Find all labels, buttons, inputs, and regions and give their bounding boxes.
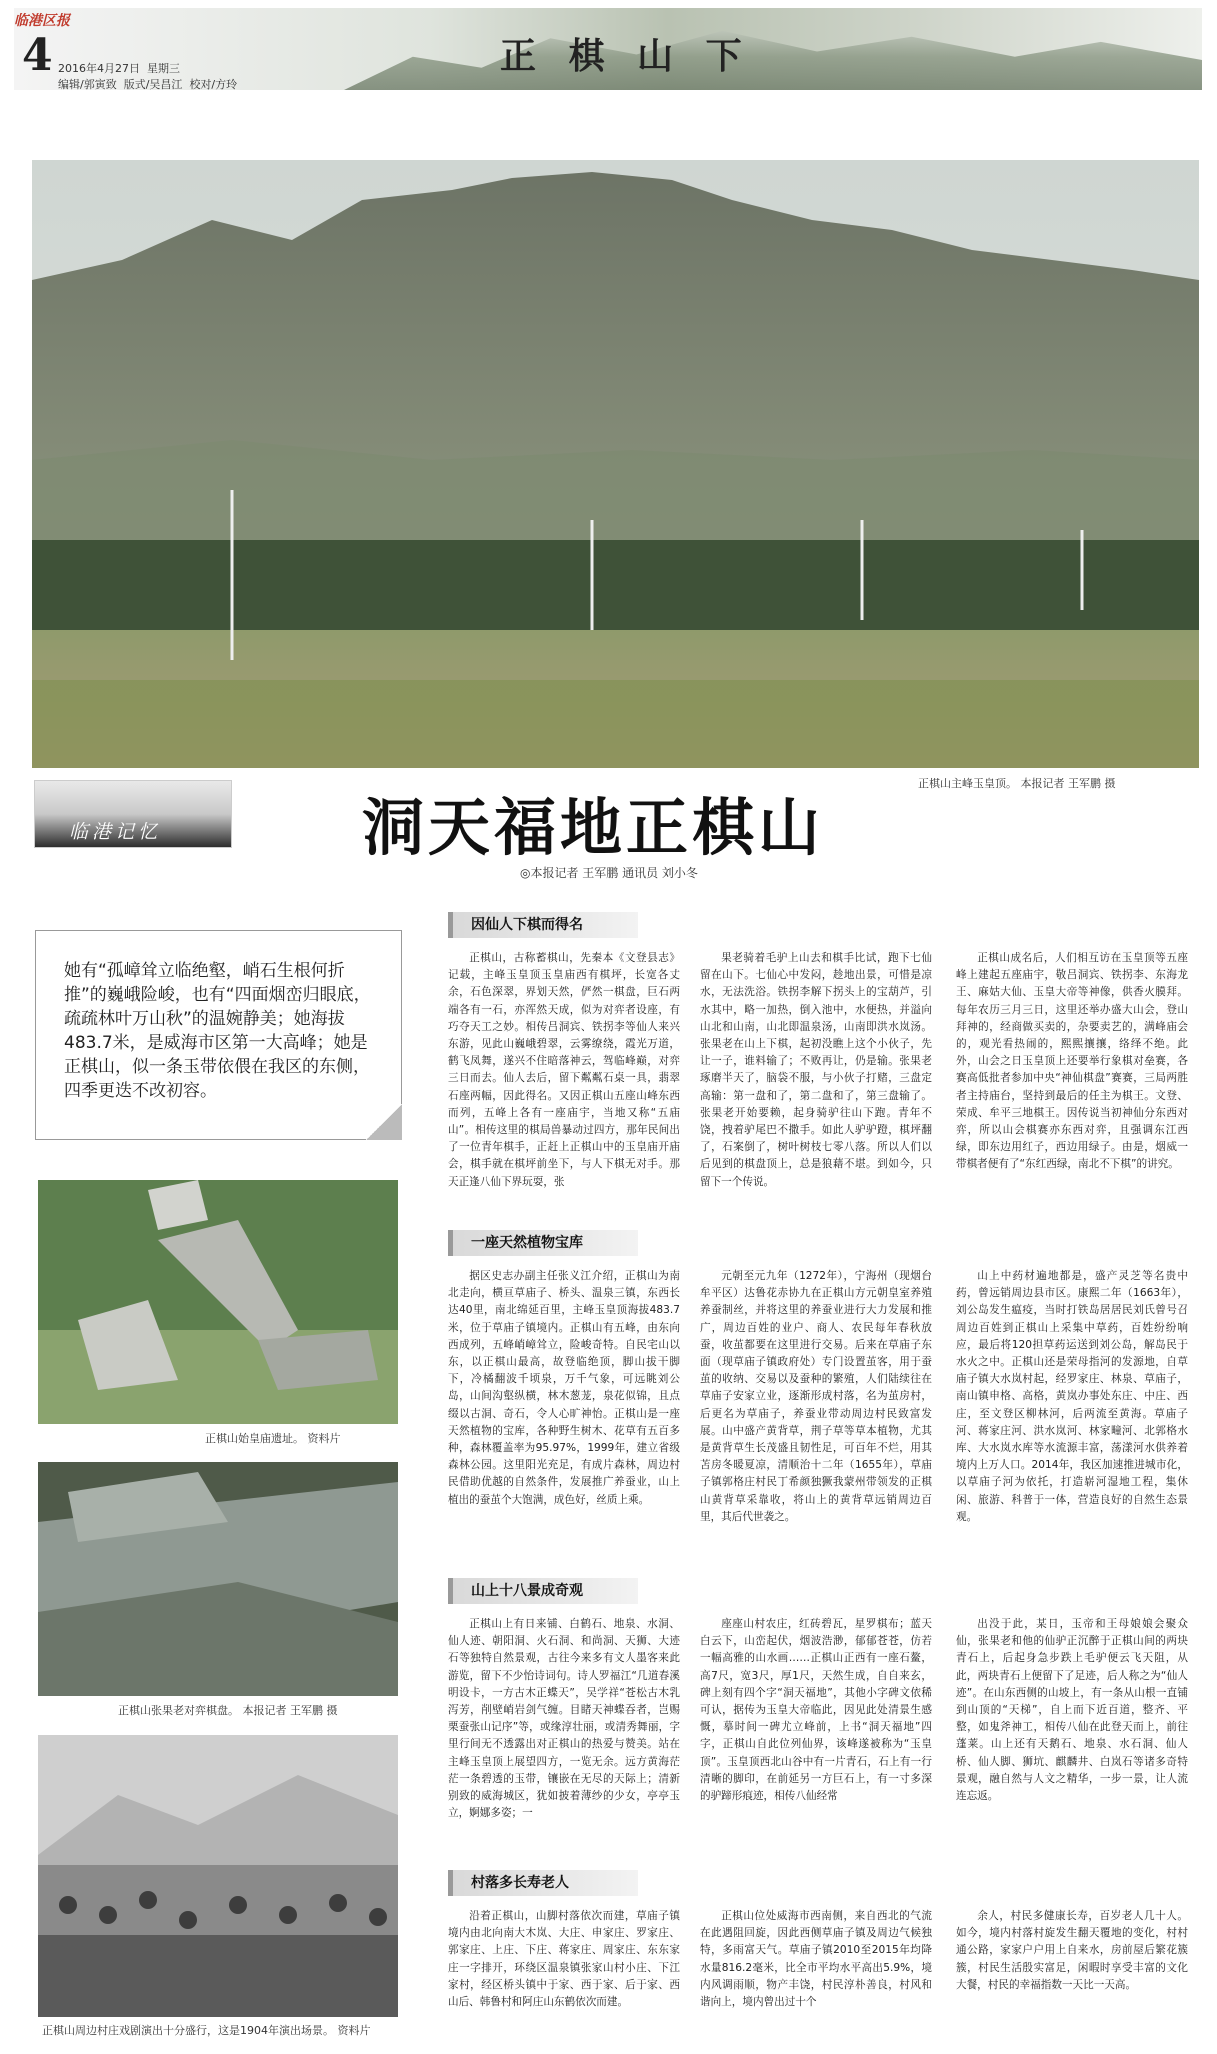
column-badge: [34, 780, 232, 848]
section-scenery-column-1: [448, 1616, 680, 1856]
pull-quote-text: 她有“孤嶂耸立临绝壑，峭石生根何折推”的巍峨险峻，也有“四面烟峦归眼底，疏疏林叶万山秋”的温婉静美；她海拔483.7米，是威海市区第一大高峰；她是正棋山，似一条玉带依偎在我区的东侧，四季更迭不改初容。: [64, 961, 371, 1101]
section-longevity-column-1: [448, 1908, 680, 2048]
article-title: 洞天福地正棋山: [362, 791, 825, 864]
section-heading-origin: 因仙人下棋而得名: [448, 912, 638, 938]
section-scenery-text-3: 出没于此，某日，玉帝和王母娘娘会聚众仙，张果老和他的仙驴正沉醉于正棋山间的两块青石上，后起身急步跌上毛驴便云飞天阻，从此，两块青石上便留下了足迹，后人称之为“仙人迹”。在山东西侧的山坡上，有一条从山根一直铺到山顶的“天梯”，自上而下近百道，整齐、平整，如鬼斧神工，相传八仙在此登天而上，前往蓬莱。山上还有天鹅石、地泉、水石洞、仙人桥、仙人脚、狮坑、麒麟井、白岚石等诸多奇特景观，融自然与人文之精华，一步一景，让人流连忘返。: [956, 1618, 1188, 1803]
section-scenery-column-2: [700, 1616, 932, 1856]
section-scenery-column-3: [956, 1616, 1188, 1856]
hero-photo-mountain: [32, 160, 1199, 768]
photo-temple-ruins: [38, 1180, 398, 1424]
section-origin-column-3: [956, 950, 1188, 1200]
section-longevity-column-3: [956, 1908, 1188, 2048]
photo-chess-board-rock: [38, 1462, 398, 1696]
article-byline: ◎本报记者 王军鹏 通讯员 刘小冬: [520, 866, 698, 880]
section-origin-text-2: 果老骑着毛驴上山去和棋手比试，跑下七仙留在山下。七仙心中发闷，趁地出景，可惜是凉水，无法洗浴。铁拐李解下拐头上的宝葫芦，引水其中，略一加热，倒入池中，水便热，并溢向山北和山南，山北即温泉汤，山南即洪水岚汤。张果老在山上下棋，起初没瞧上这个小伙子，先让一子，谁料输了；不败再让，仍是输。张果老琢磨半天了，脑袋不服，与小伙子打赌，三盘定高输：第一盘和了，第二盘和了，第三盘输了。张果老开始要赖，起身骑驴往山下跑。青年不饶，拽着驴尾巴不撒手。如此人驴驴蹬，棋坪翻了，石案倒了，树叶树枝七零八落。所以人们以后见到的棋盘顶上，总是狼藉不堪。到如今，只留下一个传说。: [700, 952, 932, 1188]
newspaper-brand: 临港区报: [14, 13, 70, 29]
section-heading-scenery: 山上十八景成奇观: [448, 1578, 638, 1604]
section-heading-plants: 一座天然植物宝库: [448, 1230, 638, 1256]
issue-date: 2016年4月27日: [58, 62, 140, 75]
section-scenery-text-2: 座座山村农庄，红砖碧瓦，星罗棋布；蓝天白云下，山峦起伏，烟波浩渺，郁郁苍苍，仿若一幅高雅的山水画……正棋山正西有一座石鳌，高7尺，宽3尺，厚1尺，天然生成，自自来玄，碑上刻有四个字“洞天福地”，其他小字碑文依稀可认，据传为玉皇大帝临此，因见此处清景生感慨，摹时间一碑尤立峰前，上书“洞天福地”四字，正棋山自此位列仙界，该峰遂被称为“玉皇顶”。玉皇顶西北山谷中有一片青石，石上有一行清晰的脚印，在前延另一方巨石上，有一寸多深的驴蹄形痕迹，相传八仙经常: [700, 1618, 932, 1803]
page-number: 4: [22, 30, 53, 81]
section-plants-column-2: [700, 1268, 932, 1568]
pull-quote: [35, 930, 402, 1140]
section-origin-text-3: 正棋山成名后，人们相互访在玉皇顶等五座峰上建起五座庙宇，敬吕洞宾、铁拐李、东海龙王、麻姑大仙、玉皇大帝等神像，供香火膜拜。每年农历三月三日，这里还举办盛大山会，登山拜神的，经商做买卖的，杂要卖艺的，满峰庙会的，观光看热闹的，熙熙攘攘，络绎不绝。此外，山会之日玉皇顶上还要举行象棋对垒赛，各赛高低批者参加中央“神仙棋盘”赛赛，三局两胜者主持庙台，坚持到最后的任主为棋王。文登、荣成、牟平三地棋王。因传说当初神仙分东西对弈，所以山会棋赛亦东西对弈，且强调东江西绿，即东边用红子，西边用绿子。由是，烟威一带棋者便有了“东红西绿，南北不下棋”的讲究。: [956, 952, 1188, 1171]
proofreader-credit: 校对/方玲: [189, 78, 238, 91]
section-plants-text-2: 元朝至元九年（1272年），宁海州（现烟台牟平区）达鲁花赤协九在正棋山方元朝皇室养殖养蚕制丝，并将这里的养蚕业进行大力发展和推广，周边百姓的业户、商人、农民每年春秋放蚕，收茧都要在这里进行交易。后来在草庙子东面（现草庙子镇政府处）专门设置茧客，用于蚕茧的收纳、交易以及蚕种的繁殖，人们陆续往在草庙子安家立业，逐渐形成村落，名为茧房村，后更名为草庙子，养蚕业带动周边村民致富发展。山中盛产黄背草，荆子草等草本植物，尤其是黄背草生长茂盛且韧性足，可百年不烂，用其苫房冬暖夏凉，清顺治十二年（1655年），草庙子镇郭格庄村民丁希颜独獗我蒙州带领发的正棋山黄背草采靠收，将山上的黄背草远销周边百里，其后代世袭之。: [700, 1270, 932, 1523]
section-plants-column-1: [448, 1268, 680, 1568]
photo-caption-ruins: 正棋山始皇庙遗址。 资料片: [205, 1432, 341, 1445]
section-plants-text-1: 据区史志办副主任张义江介绍，正棋山为南北走向，横亘草庙子、桥头、温泉三镇，东西长达40里，南北绵延百里，主峰玉皇顶海拔483.7米，位于草庙子镇境内。正棋山有五峰，由东向西成列，五峰峭嶂耸立，险峻奇特。自民宅山以东，以正棋山最高，故登临绝顶，脚山拔干脚下，冷橘翻波千顷泉，万千气象，可远眺刘公岛，山间沟壑纵横，林木葱茏，泉花似锦，且点缀以古洞、奇石，令人心旷神怡。正棋山是一座天然植物的宝库，各种野生树木、花草有五百多种，森林覆盖率为95.97%，1999年，建立省级森林公园。这里阳光充足，有成片森林，周边村民借助优越的自然条件，发展推广养蚕业，山上植出的蚕茧个大饱满，成色好，丝质上乘。: [448, 1270, 680, 1506]
section-origin-text-1: 正棋山，古称蓄棋山，先秦本《文登县志》记载，主峰玉皇顶玉皇庙西有棋坪，长宽各丈余，石色深翠，界划天然，俨然一棋盘，巨石两端各有一石，亦浑然天成，似为对弈者设座，有巧夺天工之妙。相传吕洞宾、铁拐李等仙人来兴东游，见此山巍峨碧翠，云雾缭绕，霞光万道，鹤飞凤舞，遂兴不住暗落神云，驾临峰巅，对弈三日而去。仙人去后，留下粼粼石桌一具，翡翠石座两幅，因此得名。又因正棋山五座山峰东西而列，五峰上各有一座庙宇，当地又称“五庙山”。相传这里的棋局兽暴动过四方，那年民间出了一位青年棋手，正赶上正棋山中的玉皇庙开庙会，棋手就在棋坪前坐下，与人下棋无对手。那天正逢八仙下界玩耍，张: [448, 952, 680, 1188]
section-heading-longevity: 村落多长寿老人: [448, 1870, 638, 1896]
column-badge-label: 临港记忆: [69, 821, 162, 843]
section-scenery-text-1: 正棋山上有日来铺、白鹤石、地泉、水洞、仙人迹、朝阳洞、火石洞、和尚洞、天狮、大迹石等独特自然景观，古往今来多有文人墨客来此游览，留下不少怡诗词句。诗人罗福江“几道春溪明设卡，一方古木正蝶天”，吴学祥“苍松古木乳泻芳，削壁峭岩剑气缠。目睹天神蝶吞者，岂赐栗蚕张山记序”等，或缘淳壮丽，或清秀舞丽，字里行间无不透露出对正棋山的热爱与赞美。站在主峰玉皇顶上展望四方，一览无余。远方黄海茫茫一条碧透的玉带，镶嵌在无尽的天际上；清新别致的威海城区，犹如披着薄纱的少女，亭亭玉立，婀娜多姿；一: [448, 1618, 680, 1820]
photo-caption-opera: 正棋山周边村庄戏剧演出十分盛行，这是1904年演出场景。 资料片: [42, 2024, 371, 2037]
section-longevity-text-3: 余人，村民多健康长寿，百岁老人几十人。如今，境内村落村旋发生翻天覆地的变化，村村通公路，家家户户用上自来水，房前屋后繁花簇簇，村民生活殷实富足，闲暇时享受丰富的文化大餐，村民的幸福指数一天比一天高。: [956, 1910, 1188, 1991]
temple-ruins-illustration: [38, 1180, 398, 1424]
chess-board-rock-illustration: [38, 1462, 398, 1696]
section-plants-text-3: 山上中药材遍地都是，盛产灵芝等名贵中药，曾远销周边县市区。康熙二年（1663年），刘公岛发生瘟疫，当时打铁岛居居民刘氏曾号召周边百姓到正棋山上采集中草药，百姓纷纷响应，最后将120担草药运送到刘公岛，解岛民于水火之中。正棋山还是荣母指河的发源地，自草庙子镇大水岚村起，经罗家庄、林泉、草庙子，南山镇申格、高格，黄岚办事处东庄、中庄、西庄，至文登区柳林河，后两流至黄海。草庙子河、蒋家庄河、洪水岚河、林家疃河、北郭格水库、大水岚水库等水流源丰富，荡漾河水供养着境内上万人口。2014年，我区加速推进城市化，以草庙子河为依托，打造崭河湿地工程，集休闲、旅游、科普于一体，营造良好的自然生态景观。: [956, 1270, 1188, 1523]
section-origin-column-1: [448, 950, 680, 1200]
photo-caption-chess-board: 正棋山张果老对弈棋盘。 本报记者 王军鹏 摄: [118, 1704, 338, 1717]
section-origin-column-2: [700, 950, 932, 1200]
section-title: 正 棋 山 下: [500, 35, 752, 77]
designer-credit: 版式/吴昌江: [123, 78, 183, 91]
dateline: [58, 60, 237, 92]
opera-performance-illustration: [38, 1735, 398, 2017]
masthead-mountain-graphic: [344, 16, 1202, 90]
issue-weekday: 星期三: [147, 62, 180, 75]
section-longevity-column-2: [700, 1908, 932, 2048]
section-longevity-text-2: 正棋山位处威海市西南侧，来自西北的气流在此遇阻回旋，因此西侧草庙子镇及周边气候独特，多雨富天气。草庙子镇2010至2015年均降水量816.2毫米，比全市平均水平高出5.9%，境内风调雨顺，物产丰饶，村民淳朴善良，村风和谐向上，境内曾出过十个: [700, 1910, 932, 2009]
photo-1904-opera-performance: [38, 1735, 398, 2017]
section-longevity-text-1: 沿着正棋山，山脚村落依次而建，草庙子镇境内由北向南大木岚、大庄、申家庄、罗家庄、郭家庄、上庄、下庄、蒋家庄、周家庄、东东家庄一字排开，环绕区温泉镇张家山村小庄、下江家村，经区桥头镇中于家、西于家、后于家、西山后、韩鲁村和阿庄山东鹤依次而建。: [448, 1910, 680, 2009]
section-plants-column-3: [956, 1268, 1188, 1568]
editor-credit: 编辑/郭寅致: [58, 78, 117, 91]
hero-photo-caption: 正棋山主峰玉皇顶。 本报记者 王军鹏 摄: [918, 777, 1116, 790]
mountain-landscape-illustration: [32, 160, 1199, 768]
